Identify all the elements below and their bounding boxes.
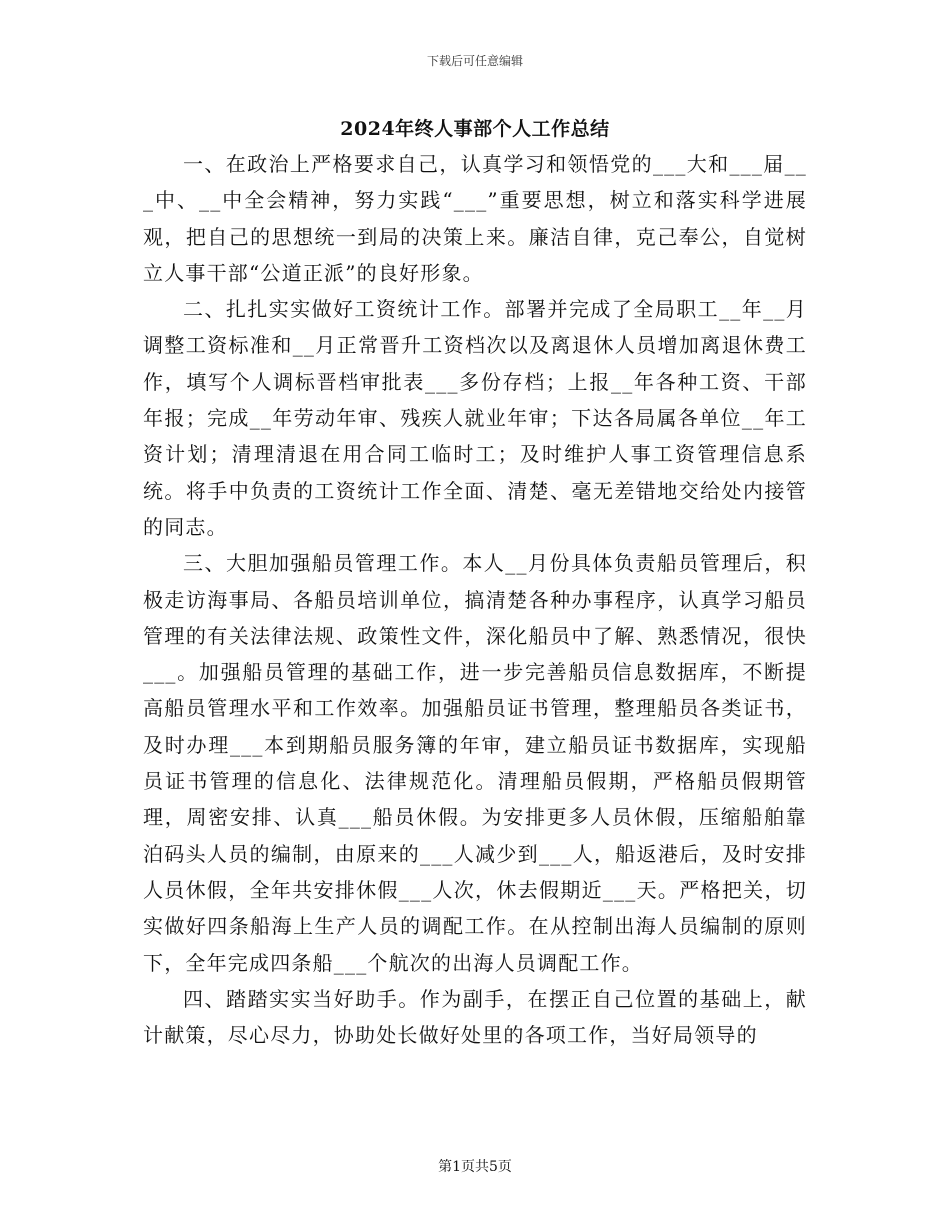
paragraph-3: 三、大胆加强船员管理工作。本人__月份具体负责船员管理后，积极走访海事局、各船员培训单位，搞清楚各种办事程序，认真学习船员管理的有关法律法规、政策性文件，深化船员中了解、熟悉情况，很快___。加强船员管理的基础工作，进一步完善船员信息数据库，不断提高船员管理水平和工作效率。加强船员证书管理，整理船员各类证书，及时办理___本到期船员服务簿的年审，建立船员证书数据库，实现船员证书管理的信息化、法律规范化。清理船员假期，严格船员假期管理，周密安排、认真___船员休假。为安排更多人员休假，压缩船舶靠泊码头人员的编制，由原来的___人减少到___人，船返港后，及时安排人员休假，全年共安排休假___人次，休去假期近___天。严格把关，切实做好四条船海上生产人员的调配工作。在从控制出海人员编制的原则下，全年完成四条船___个航次的出海人员调配工作。 — [143, 551, 807, 975]
paragraph-2: 二、扎扎实实做好工资统计工作。部署并完成了全局职工__年__月调整工资标准和__月正常晋升工资档次以及离退休人员增加离退休费工作，填写个人调标晋档审批表___多份存档；上报__年各种工资、干部年报；完成__年劳动年审、残疾人就业年审；下达各局属各单位__年工资计划；清理清退在用合同工临时工；及时维护人事工资管理信息系统。将手中负责的工资统计工作全面、清楚、毫无差错地交给处内接管的同志。 — [143, 297, 807, 539]
document-body — [143, 146, 807, 1053]
paragraph-1: 一、在政治上严格要求自己，认真学习和领悟党的___大和___届___中、__中全会精神，努力实践“___”重要思想，树立和落实科学进展观，把自己的思想统一到局的决策上来。廉洁自律，克己奉公，自觉树立人事干部“公道正派”的良好形象。 — [143, 152, 807, 285]
document-title: 2024年终人事部个人工作总结 — [340, 118, 610, 140]
page-number-footer: 第1页共5页 — [438, 1159, 512, 1175]
page-header-note: 下载后可任意编辑 — [426, 54, 523, 68]
paragraph-4: 四、踏踏实实当好助手。作为副手，在摆正自己位置的基础上，献计献策，尽心尽力，协助处长做好处里的各项工作，当好局领导的 — [143, 986, 807, 1048]
